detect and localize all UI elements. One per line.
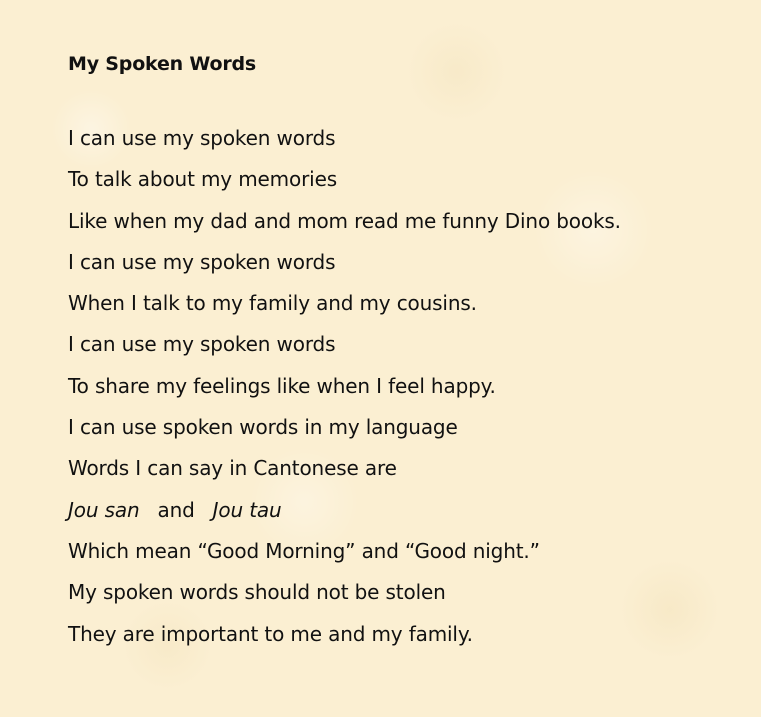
poem-line: I can use my spoken words <box>68 126 336 150</box>
poem-title: My Spoken Words <box>68 53 257 75</box>
poem <box>68 50 741 663</box>
cantonese-word-good-night: Jou tau <box>212 497 282 522</box>
poem-line: I can use my spoken words <box>68 332 336 357</box>
poem-line: To talk about my memories <box>68 167 338 192</box>
poem-line: Which mean “Good Morning” and “Good night.” <box>68 538 540 563</box>
poem-line: They are important to me and my family. <box>68 621 473 646</box>
poem-line: I can use my spoken words <box>68 249 336 274</box>
poem-line: Words I can say in Cantonese are <box>68 456 397 481</box>
cantonese-word-good-morning: Jou san <box>68 497 140 522</box>
poem-line: I can use spoken words in my language <box>68 415 458 440</box>
poem-line: My spoken words should not be stolen <box>68 580 446 605</box>
cantonese-line <box>68 498 741 522</box>
poem-line: Like when my dad and mom read me funny Dino books. <box>68 208 621 233</box>
cantonese-conjunction: and <box>157 497 195 522</box>
poem-line: When I talk to my family and my cousins. <box>68 291 477 316</box>
poem-line: To share my feelings like when I feel happy. <box>68 373 496 398</box>
